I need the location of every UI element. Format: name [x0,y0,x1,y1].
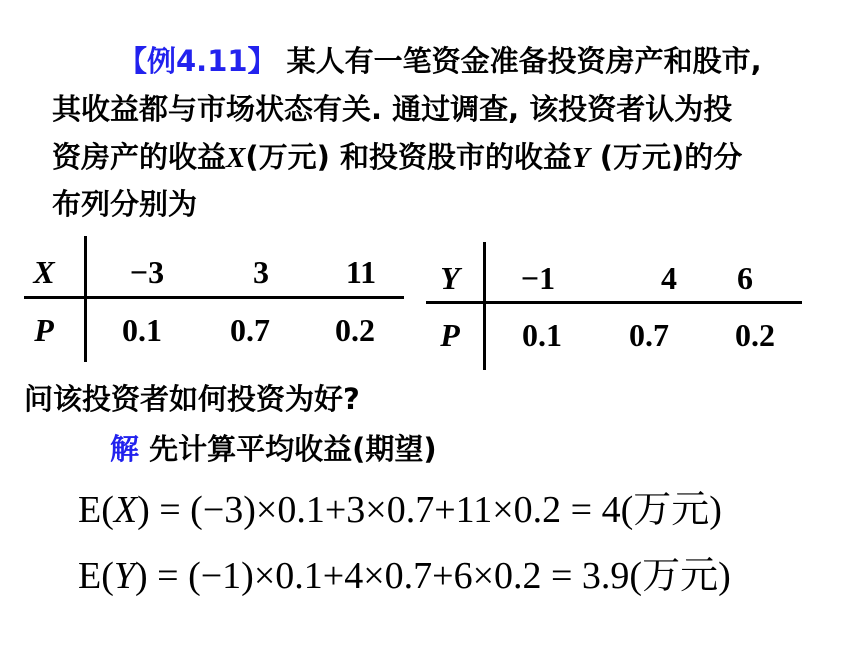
variable-x: X [226,142,246,174]
solution-line [110,428,437,470]
table-y-value-2: 4 [661,260,677,296]
solution-label: 解 [110,432,140,466]
table-x-value-2: 3 [253,254,269,290]
formula-ey [78,544,731,599]
problem-text-3c: (万元)的分 [589,140,743,174]
formula-ey-left: E( [78,555,114,597]
table-x-header-x: X [33,254,55,290]
problem-line-3 [52,136,742,179]
variable-y: Y [571,142,590,174]
table-y-value-3: 6 [737,260,753,296]
table-y-header-y: Y [440,260,460,296]
table-x-divider-v [84,236,87,362]
formula-ey-right: ) = (−1)×0.1+4×0.7+6×0.2 = 3.9(万元) [135,555,731,597]
problem-line-2: 其收益都与市场状态有关. 通过调查, 该投资者认为投 [52,92,733,126]
problem-text-1: 某人有一笔资金准备投资房产和股市, [286,44,762,78]
table-y-divider-v [483,242,486,370]
table-x-value-1: −3 [129,254,165,290]
table-x-prob-2: 0.7 [230,312,270,348]
table-x-prob-3: 0.2 [335,312,375,348]
table-y-prob-3: 0.2 [735,317,775,353]
table-y-value-1: −1 [520,260,556,296]
formula-ex [78,478,722,533]
problem-text-3b: (万元) 和投资股市的收益 [245,140,572,174]
solution-text: 先计算平均收益(期望) [149,432,437,466]
table-x-value-3: 11 [345,254,377,290]
question-text: 问该投资者如何投资为好? [24,382,360,416]
table-x-header-p: P [34,312,54,348]
formula-ex-left: E( [78,489,114,531]
table-y-prob-2: 0.7 [629,317,669,353]
formula-ey-var: Y [113,555,136,597]
table-x-prob-1: 0.1 [122,312,162,348]
problem-line-4: 布列分别为 [52,187,198,221]
problem-line-1 [118,40,762,82]
formula-ex-var: X [113,489,138,531]
table-x-divider-h [24,296,404,299]
table-y-header-p: P [440,317,460,353]
formula-ex-right: ) = (−3)×0.1+3×0.7+11×0.2 = 4(万元) [137,489,722,531]
example-label: 【例4.11】 [118,44,277,78]
problem-text-3a: 资房产的收益 [52,140,227,174]
table-y-prob-1: 0.1 [522,317,562,353]
